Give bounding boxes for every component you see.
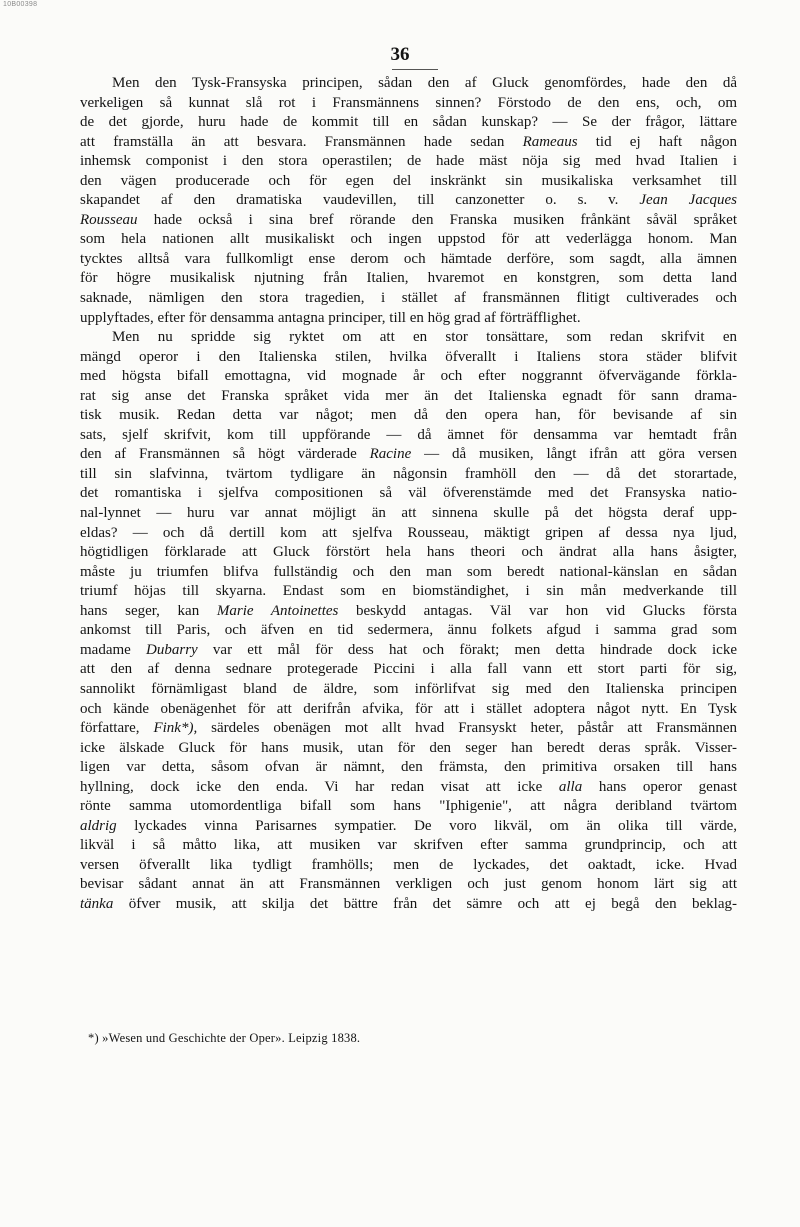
text-line — [80, 484, 737, 504]
text-line — [80, 367, 737, 387]
text-run: eldas? — och då dertill kom att sjelfva Rousseau, mäktigt gripen af dessa nya ljud, — [80, 524, 737, 541]
text-run: de det gjorde, huru hade de kommit till en sådan kunskap? — Se der frågor, lättare — [80, 114, 737, 131]
text-run: sats, sjelf skrifvit, kom till uppförande — då ämnet för densamma var hemtadt från — [80, 426, 737, 443]
text-run: versen öfverallt lika tydligt framhölls; men de lyckades, det oaktadt, icke. Hvad — [80, 856, 737, 873]
text-line — [80, 387, 737, 407]
text-run: triumf höjas till skyarna. Endast som en biomständighet, i sin mån medverkande till — [80, 583, 737, 600]
text-line — [80, 641, 737, 661]
text-line — [80, 602, 737, 622]
text-run: författare, — [80, 720, 154, 737]
text-line — [80, 269, 737, 289]
text-line — [80, 797, 737, 817]
text-line — [80, 836, 737, 856]
text-line — [80, 660, 737, 680]
text-run: tycktes alltså vara fullkomligt ense derom och hämtade derföre, som sagdt, alla ämnen — [80, 250, 737, 267]
text-run: skapandet af den dramatiska vaudevillen, till canzonetter o. s. v. — [80, 192, 640, 209]
text-run: att framställa än att besvara. Fransmännen hade sedan — [80, 133, 523, 150]
text-line — [80, 152, 737, 172]
text-line — [80, 524, 737, 544]
text-run: hyllning, dock icke den enda. Vi har redan visat att icke — [80, 778, 559, 795]
text-line — [80, 348, 737, 368]
text-run: öfver musik, att skilja det bättre från det sämre och att ej begå den beklag- — [113, 895, 737, 912]
text-line — [80, 309, 737, 329]
text-run: mängd operor i den Italienska stilen, hvilka öfverallt i Italiens stora städer blifvit — [80, 348, 737, 365]
text-run: ligen var detta, såsom ofvan är nämnt, den främsta, den primitiva orsaken till hans — [80, 759, 737, 776]
text-run: ankomst till Paris, och äfven en tid sedermera, ännu folkets afgud i samma grad som — [80, 622, 737, 639]
text-line — [80, 172, 737, 192]
text-run: saknade, nämligen den stora tragedien, i stället af fransmännen flitigt cultiverades och — [80, 290, 737, 307]
text-run: inhemsk componist i den stora operastilen; de hade mäst nöja sig med hvad Italien i — [80, 153, 737, 170]
text-line — [80, 778, 737, 798]
text-line — [80, 133, 737, 153]
text-run: högtidligen förklarade att Gluck förstört hela hans theori och ändrat alla hans åsigter, — [80, 544, 737, 561]
text-line — [80, 445, 737, 465]
page-number-underline — [392, 69, 438, 70]
text-run: och kände obenägenhet för att derifrån afvika, för att i stället adoptera något nytt. En Tysk — [80, 700, 737, 717]
text-run: beskydd antagas. Väl var hon vid Glucks första — [338, 602, 738, 619]
text-line — [80, 739, 737, 759]
text-line — [80, 563, 737, 583]
footnote: *) »Wesen und Geschichte der Oper». Leipzig 1838. — [88, 1031, 361, 1045]
text-line — [80, 700, 737, 720]
text-run: för högre musikalisk njutning från Italien, hvaremot en konstgren, som detta land — [80, 270, 737, 287]
text-run: särdeles obenägen mot allt hvad Fransyskt heter, påstår att Fransmännen — [197, 720, 737, 737]
text-run: den vägen producerade och för egen del inskränkt sin musikaliska verksamhet till — [80, 172, 737, 189]
italic-run: aldrig — [80, 817, 117, 834]
text-line — [80, 875, 737, 895]
text-run: upplyftades, efter för densamma antagna principer, till en hög grad af förträfflighet. — [80, 309, 581, 326]
text-run: bevisar sådant annat än att Fransmännen verkligen och just genom honom lärt sig att — [80, 876, 737, 893]
italic-run: Rameaus — [522, 133, 578, 150]
text-run: lyckades vinna Parisarnes sympatier. De voro likväl, om än olika till värde, — [116, 817, 737, 834]
text-line — [80, 191, 737, 211]
text-line — [80, 817, 737, 837]
text-run: måste ju triumfen blifva fullständig och den man som beredt national-känslan en sådan — [80, 563, 737, 580]
italic-run: Rousseau — [80, 211, 138, 228]
text-run: till sin slafvinna, tvärtom tydligare än någonsin framhöll den — då det storartade, — [80, 465, 737, 482]
text-line — [80, 250, 737, 270]
text-line — [80, 504, 737, 524]
text-line — [80, 426, 737, 446]
text-run: var ett mål för dess hat och förakt; men detta hindrade dock icke — [197, 641, 737, 658]
text-run: Men den Tysk-Fransyska principen, sådan den af Gluck genomfördes, hade den då — [112, 75, 737, 91]
text-run: Men nu spridde sig ryktet om att en stor tonsättare, som redan skrifvit en — [112, 329, 737, 346]
italic-run: Racine — [369, 446, 412, 463]
italic-run: Dubarry — [146, 641, 198, 658]
text-line — [80, 113, 737, 133]
text-line — [80, 543, 737, 563]
italic-run: Marie Antoinettes — [216, 602, 339, 619]
body-text — [80, 74, 737, 915]
page-number: 36 — [390, 44, 410, 65]
text-line — [80, 582, 737, 602]
text-run: hade också i sina bref rörande den Franska musiken frånkänt såväl språket — [137, 211, 737, 228]
text-run: hans operor genast — [582, 778, 737, 795]
italic-run: alla — [558, 778, 583, 795]
text-run: verkeligen så kunnat slå rot i Fransmännens sinnen? Förstodo de den ens, och, om — [80, 94, 737, 111]
archive-id-mark: 10B00398 — [3, 1, 38, 8]
text-run: som hela nationen allt musikaliskt och ingen uppstod för att vederlägga honom. Man — [80, 231, 737, 248]
text-run: nal-lynnet — huru var annat möjligt än att sinnena skulle på det högsta deraf upp- — [80, 505, 737, 522]
text-run: tid ej haft någon — [577, 133, 738, 150]
text-run: med högsta bifall emottagna, vid mognade år och efter noggrannt öfvervägande förkla- — [80, 368, 737, 385]
text-line — [80, 621, 737, 641]
text-line — [80, 895, 737, 915]
text-run: att den af denna sednare protegerade Piccini i alla fall vann ett stort parti för sig, — [80, 661, 737, 678]
text-line — [80, 289, 737, 309]
text-run: den af Fransmännen så högt värderade — [80, 446, 370, 463]
text-run: sannolikt förnämligast bland de äldre, som införlifvat sig med den Italienska principen — [80, 680, 737, 697]
text-line — [80, 465, 737, 485]
text-line — [80, 74, 737, 94]
text-line — [80, 94, 737, 114]
text-line — [80, 856, 737, 876]
text-run: hans seger, kan — [80, 602, 217, 619]
text-line — [80, 328, 737, 348]
text-run: — då musiken, långt ifrån att göra versen — [411, 446, 737, 463]
text-line — [80, 230, 737, 250]
text-line — [80, 758, 737, 778]
text-run: madame — [80, 641, 147, 658]
text-run: likväl i så måtto lika, att musiken var skrifven efter samma grundprincip, och att — [80, 837, 737, 854]
text-line — [80, 680, 737, 700]
italic-run: tänka — [80, 895, 114, 912]
text-line — [80, 406, 737, 426]
text-run: rönte samma utomordentliga bifall som hans "Iphigenie", att några deribland tvärtom — [80, 798, 737, 815]
text-run: det romantiska i sjelfva compositionen så väl öfverenstämde med det Fransyska natio- — [80, 485, 737, 502]
text-run: icke älskade Gluck för hans musik, utan för den seger han beredt deras språk. Visser- — [80, 739, 737, 756]
italic-run: Fink*), — [153, 720, 198, 737]
text-run: tisk musik. Redan detta var något; men då den opera han, för bevisande af sin — [80, 407, 737, 424]
italic-run: Jean Jacques — [639, 192, 737, 209]
text-run: rat sig anse det Franska språket vida mer än det Italienska egnadt för sann drama- — [80, 387, 737, 404]
text-line — [80, 719, 737, 739]
text-line — [80, 211, 737, 231]
